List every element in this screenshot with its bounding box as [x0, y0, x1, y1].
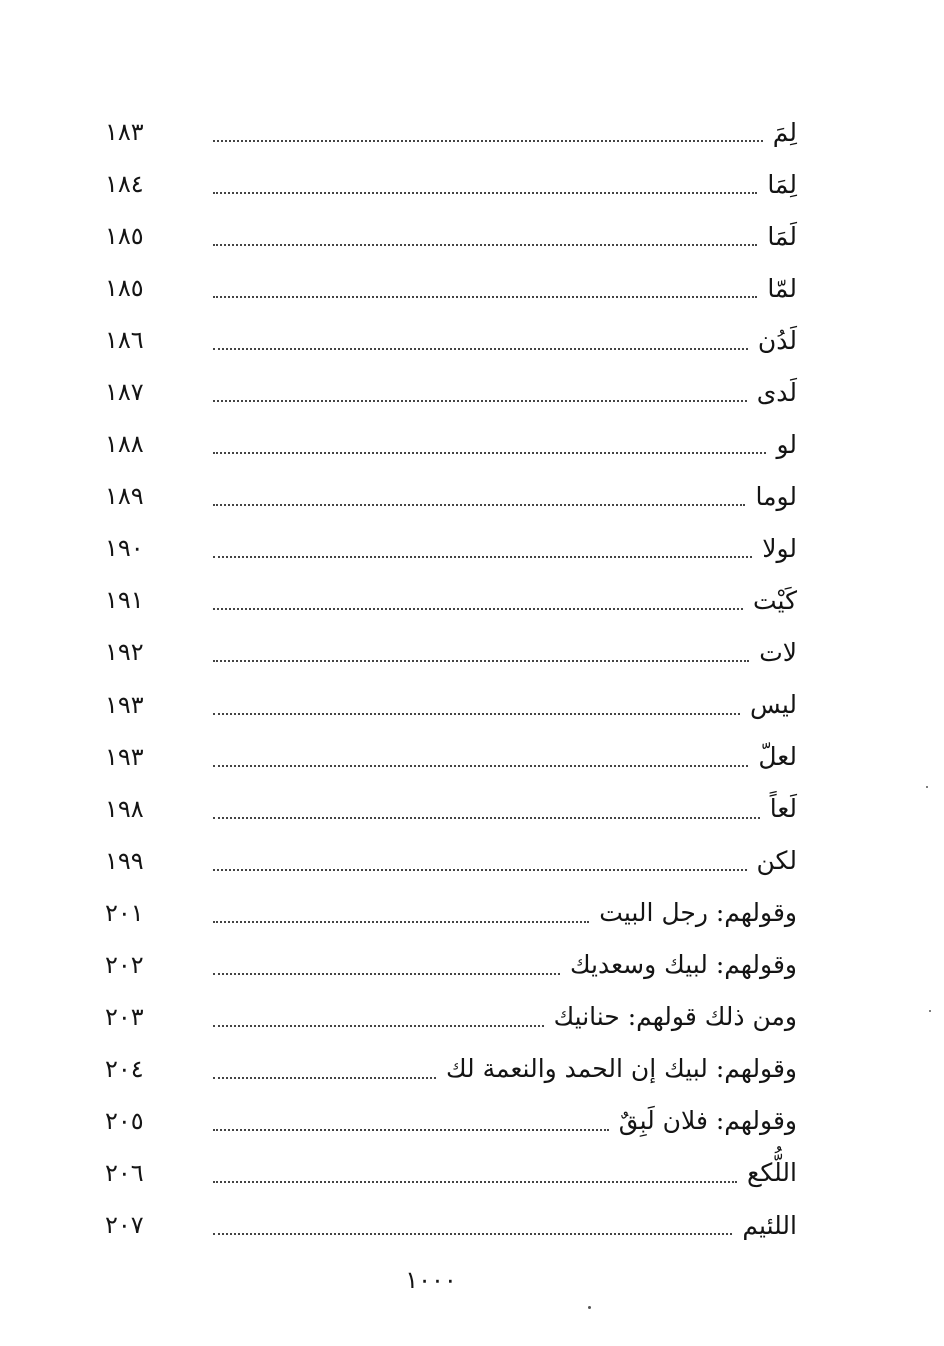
- toc-page-number: ١٨٤: [105, 170, 144, 199]
- toc-title: لَمَا: [767, 221, 797, 251]
- toc-row: [105, 470, 797, 522]
- dot-leader: [213, 296, 757, 298]
- toc-title: لو: [776, 429, 797, 459]
- toc-page-number: ٢٠٤: [105, 1054, 144, 1083]
- toc-row: [105, 887, 797, 939]
- dot-leader: [213, 713, 740, 715]
- paper-speck: [929, 1010, 931, 1012]
- paper-speck: [588, 1306, 591, 1309]
- toc-row: [105, 1043, 797, 1095]
- toc-page-number: ١٩٣: [105, 742, 144, 771]
- toc-page-number: ٢٠٥: [105, 1106, 144, 1135]
- toc-page-number: ١٨٥: [105, 222, 144, 251]
- toc-title: وقولهم: لبيك وسعديك: [569, 950, 797, 980]
- toc-page-number: ١٨٥: [105, 274, 144, 303]
- toc-page-number: ٢٠١: [105, 898, 144, 927]
- dot-leader: [213, 348, 748, 350]
- dot-leader: [213, 556, 752, 558]
- dot-leader: [213, 973, 560, 975]
- toc-row: [105, 418, 797, 470]
- dot-leader: [213, 1181, 737, 1183]
- dot-leader: [213, 504, 745, 506]
- toc-title: لمّا: [767, 273, 797, 303]
- toc-page-number: ١٨٣: [105, 118, 144, 147]
- toc-row: [105, 835, 797, 887]
- toc-row: [105, 1199, 797, 1251]
- toc-row: [105, 210, 797, 262]
- dot-leader: [213, 400, 747, 402]
- toc-page-number: ٢٠٧: [105, 1211, 144, 1239]
- dot-leader: [213, 869, 747, 871]
- dot-leader: [213, 765, 748, 767]
- toc-page-number: ١٩٠: [105, 534, 144, 563]
- toc-page-number: ١٨٩: [105, 482, 144, 511]
- toc-page-number: ١٨٨: [105, 430, 144, 459]
- toc-row: [105, 574, 797, 626]
- dot-leader: [213, 1129, 609, 1131]
- toc-row: [105, 106, 797, 158]
- toc-title: لَدُن: [757, 325, 797, 355]
- toc-page-number: ٢٠٣: [105, 1002, 144, 1031]
- toc-title: وقولهم: فلان لَبِقٌ: [618, 1106, 797, 1136]
- toc-page-number: ١٩٣: [105, 690, 144, 719]
- dot-leader: [213, 192, 757, 194]
- toc-title: اللُّكع: [747, 1158, 797, 1188]
- dot-leader: [213, 1025, 544, 1027]
- toc-title: لكن: [756, 846, 797, 876]
- toc-title: ليس: [749, 690, 797, 720]
- dot-leader: [213, 244, 757, 246]
- toc-row: [105, 1095, 797, 1147]
- page-number: ١٠٠٠: [405, 1266, 457, 1294]
- toc-page-number: ١٩١: [105, 586, 144, 615]
- dot-leader: [213, 452, 766, 454]
- toc-row: [105, 731, 797, 783]
- toc-row: [105, 366, 797, 418]
- toc-title: لعلّ: [758, 742, 797, 772]
- toc-page-number: ١٨٦: [105, 326, 144, 355]
- table-of-contents: [105, 106, 797, 1251]
- dot-leader: [213, 608, 743, 610]
- toc-row: [105, 626, 797, 678]
- dot-leader: [213, 921, 589, 923]
- toc-title: وقولهم: رجل البيت: [599, 898, 797, 928]
- toc-row: [105, 783, 797, 835]
- toc-row: [105, 262, 797, 314]
- toc-row: [105, 991, 797, 1043]
- toc-title: لولا: [762, 533, 797, 563]
- toc-page-number: ١٩٢: [105, 638, 144, 667]
- dot-leader: [213, 817, 760, 819]
- toc-title: لات: [759, 637, 797, 667]
- dot-leader: [213, 660, 749, 662]
- toc-title: اللئيم: [742, 1210, 797, 1240]
- toc-title: وقولهم: لبيك إن الحمد والنعمة لك: [445, 1054, 797, 1084]
- paper-speck: [926, 786, 928, 788]
- dot-leader: [213, 1077, 436, 1079]
- toc-title: ومن ذلك قولهم: حنانيك: [553, 1002, 797, 1032]
- toc-page-number: ٢٠٢: [105, 950, 144, 979]
- toc-title: لَعاً: [769, 794, 797, 824]
- toc-page-number: ١٨٧: [105, 378, 144, 407]
- toc-row: [105, 522, 797, 574]
- toc-row: [105, 158, 797, 210]
- toc-row: [105, 1147, 797, 1199]
- toc-title: لَدى: [756, 377, 797, 407]
- toc-row: [105, 314, 797, 366]
- toc-page-number: ١٩٨: [105, 794, 144, 823]
- dot-leader: [213, 140, 763, 142]
- toc-title: لِمَا: [767, 169, 797, 199]
- toc-title: كَيْت: [753, 585, 797, 615]
- toc-row: [105, 679, 797, 731]
- dot-leader: [213, 1233, 732, 1235]
- toc-page-number: ١٩٩: [105, 846, 144, 875]
- toc-title: لوما: [755, 481, 797, 511]
- toc-row: [105, 939, 797, 991]
- toc-page-number: ٢٠٦: [105, 1158, 144, 1187]
- toc-title: لِمَ: [772, 117, 797, 147]
